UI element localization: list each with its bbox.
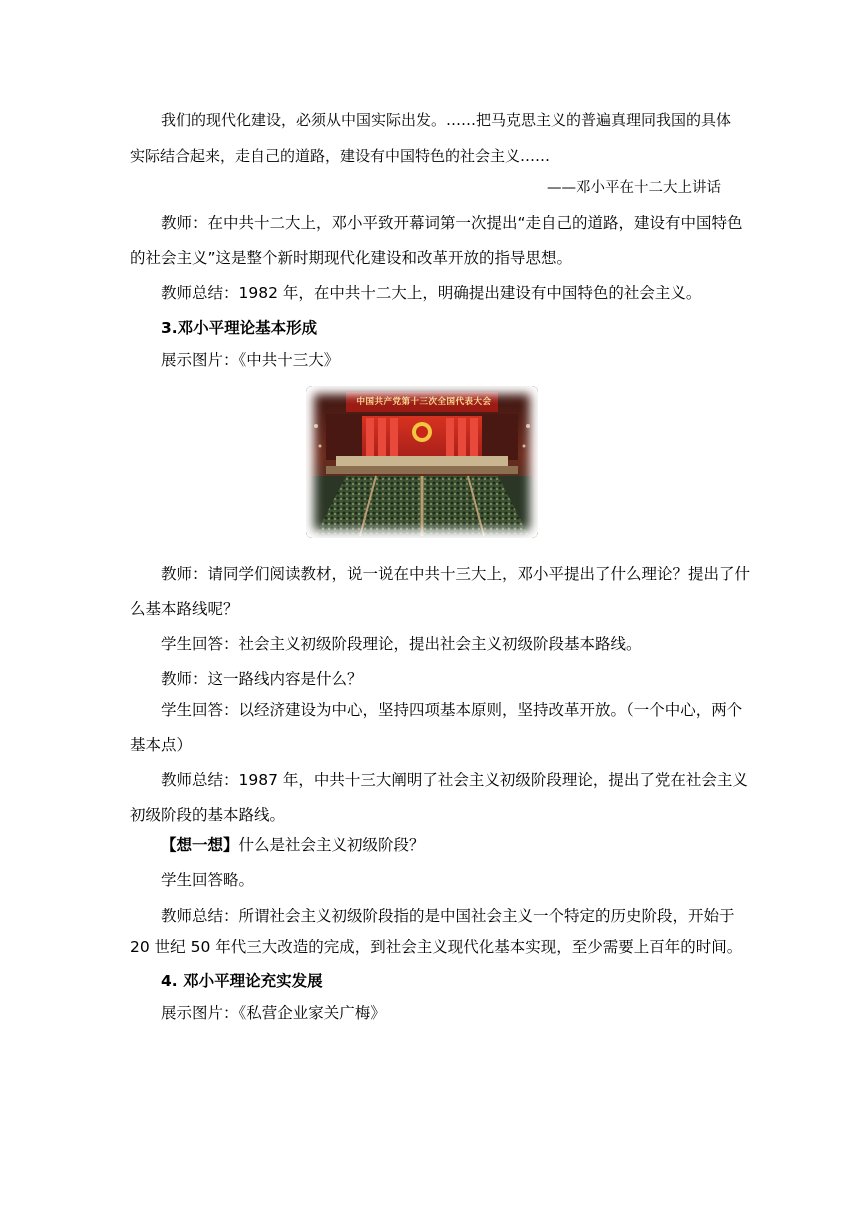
paragraph-line: 教师：在中共十二大上，邓小平致开幕词第一次提出“走自己的道路，建设有中国特色 <box>161 214 743 232</box>
paragraph-line: 教师：这一路线内容是什么？ <box>161 670 363 688</box>
paragraph-line: 学生回答略。 <box>161 871 255 889</box>
think-prompt-label: 【想一想】 <box>161 836 239 854</box>
paragraph-line: 学生回答：以经济建设为中心，坚持四项基本原则，坚持改革开放。（一个中心，两个 <box>161 701 743 719</box>
congress-photo <box>300 382 544 542</box>
paragraph-line: 教师：请同学们阅读教材，说一说在中共十三大上，邓小平提出了什么理论？提出了什 <box>161 565 751 583</box>
think-prompt <box>161 835 731 855</box>
paragraph-line: 初级阶段的基本路线。 <box>130 806 286 824</box>
paragraph-line: 基本点） <box>130 736 193 754</box>
paragraph-line: 教师总结：所谓社会主义初级阶段指的是中国社会主义一个特定的历史阶段，开始于 <box>161 907 735 925</box>
photo-banner-text: 中国共产党第十三次全国代表大会 <box>356 397 492 407</box>
quote-attribution: ——邓小平在十二大上讲话 <box>547 180 721 196</box>
quote-line-2: 实际结合起来，走自己的道路，建设有中国特色的社会主义…… <box>130 147 551 165</box>
image-caption-1: 展示图片：《中共十三大》 <box>161 351 340 369</box>
quote-line-1: 我们的现代化建设，必须从中国实际出发。……把马克思主义的普遍真理同我国的具体 <box>161 111 732 129</box>
section-heading-4: 4. 邓小平理论充实发展 <box>161 972 323 990</box>
paragraph-line: 学生回答：社会主义初级阶段理论，提出社会主义初级阶段基本路线。 <box>161 635 642 653</box>
paragraph-line: 的社会主义”这是整个新时期现代化建设和改革开放的指导思想。 <box>130 249 573 267</box>
section-heading-3: 3.邓小平理论基本形成 <box>161 319 318 337</box>
paragraph-line: 教师总结：1982 年，在中共十二大上，明确提出建设有中国特色的社会主义。 <box>161 284 702 302</box>
image-caption-2: 展示图片：《私营企业家关广梅》 <box>161 1004 386 1022</box>
congress-photo-image <box>306 386 538 538</box>
think-prompt-text: 什么是社会主义初级阶段？ <box>238 836 425 854</box>
paragraph-line: 教师总结：1987 年，中共十三大阐明了社会主义初级阶段理论，提出了党在社会主义 <box>161 771 748 789</box>
paragraph-line: 么基本路线呢？ <box>130 600 239 618</box>
paragraph-line: 20 世纪 50 年代三大改造的完成，到社会主义现代化基本实现，至少需要上百年的时间。 <box>130 938 743 956</box>
